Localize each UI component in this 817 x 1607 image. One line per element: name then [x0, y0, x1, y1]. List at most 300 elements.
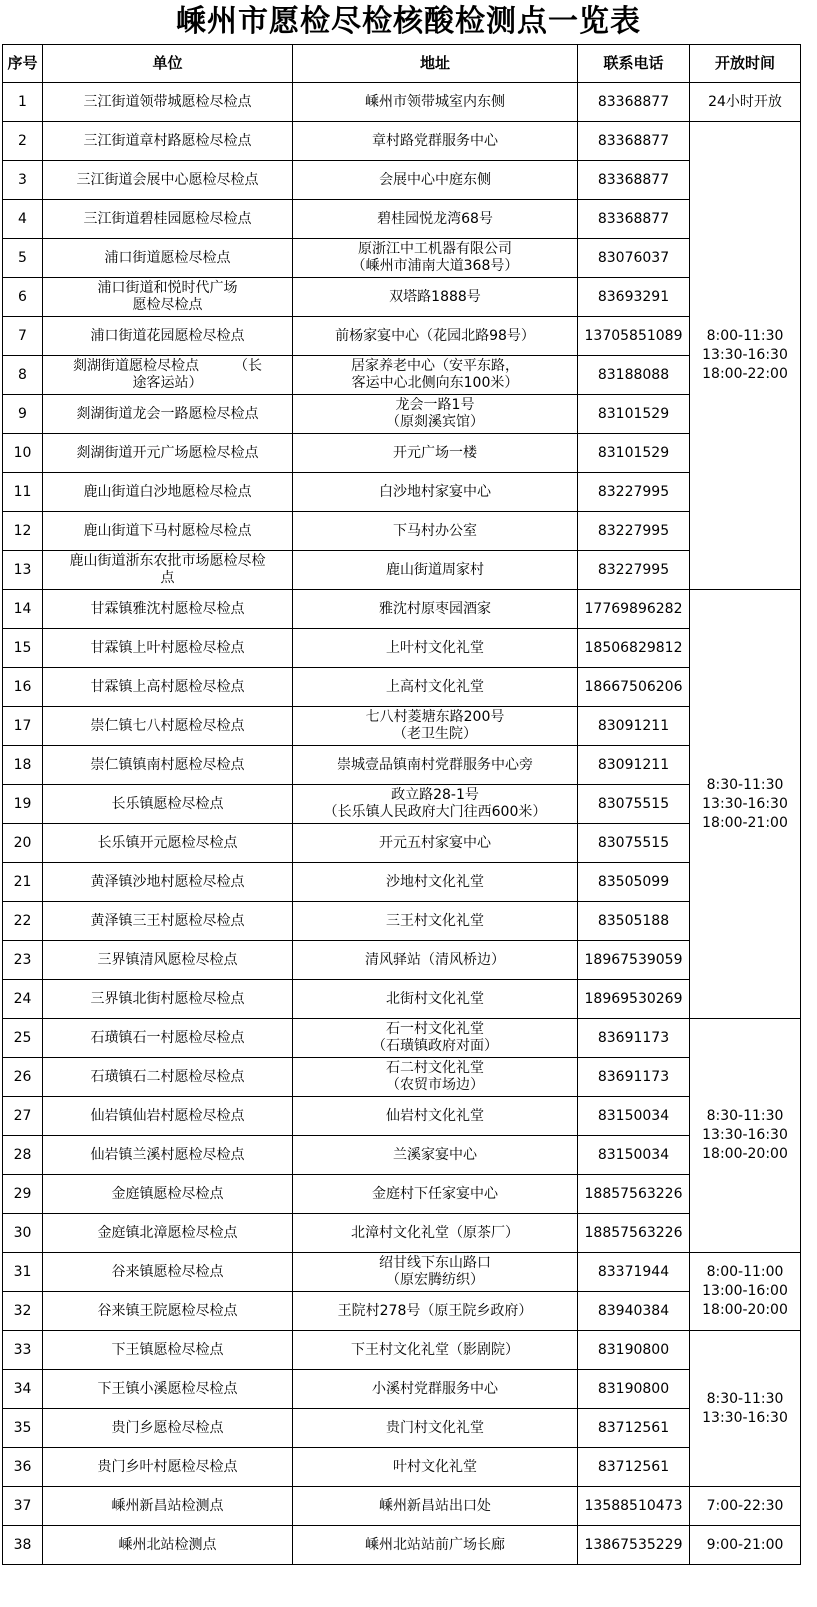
site-phone: 18857563226	[578, 1214, 690, 1253]
site-phone: 83075515	[578, 824, 690, 863]
site-address	[293, 863, 578, 902]
opening-hours	[690, 590, 801, 1019]
site-unit-line: 贵门乡愿检尽检点	[111, 1419, 224, 1436]
site-address-line: （原宏腾纺织）	[386, 1272, 484, 1288]
site-address	[293, 941, 578, 980]
table-row	[3, 473, 801, 512]
table-row	[3, 824, 801, 863]
site-phone: 83188088	[578, 356, 690, 395]
site-address	[293, 746, 578, 785]
table-header-row	[3, 45, 801, 83]
site-address	[293, 902, 578, 941]
table-row	[3, 863, 801, 902]
site-unit	[43, 863, 293, 902]
row-number: 11	[3, 473, 43, 512]
site-address	[293, 1253, 578, 1292]
site-unit	[43, 161, 293, 200]
site-phone: 83693291	[578, 278, 690, 317]
site-unit	[43, 1253, 293, 1292]
table-row	[3, 668, 801, 707]
opening-hours-line: 24小时开放	[708, 93, 782, 110]
site-unit-line: 嵊州新昌站检测点	[111, 1497, 224, 1514]
site-address	[293, 1214, 578, 1253]
opening-hours	[690, 1019, 801, 1253]
table-row	[3, 122, 801, 161]
site-address-line: 嵊州北站站前广场长廊	[365, 1536, 505, 1553]
site-address	[293, 278, 578, 317]
site-address	[293, 1097, 578, 1136]
row-number: 12	[3, 512, 43, 551]
table-row	[3, 1019, 801, 1058]
site-unit	[43, 1526, 293, 1565]
site-address	[293, 1448, 578, 1487]
row-number: 22	[3, 902, 43, 941]
site-phone: 83227995	[578, 512, 690, 551]
site-address	[293, 785, 578, 824]
site-address-line: 政立路28-1号	[391, 787, 479, 803]
site-unit	[43, 902, 293, 941]
table-row	[3, 434, 801, 473]
site-address-line: 章村路党群服务中心	[372, 132, 498, 149]
site-phone: 83150034	[578, 1097, 690, 1136]
site-unit	[43, 551, 293, 590]
site-address	[293, 1136, 578, 1175]
site-unit-line: 三江街道碧桂园愿检尽检点	[83, 210, 252, 227]
site-phone: 83505188	[578, 902, 690, 941]
table-row	[3, 317, 801, 356]
site-unit	[43, 746, 293, 785]
row-number: 4	[3, 200, 43, 239]
site-unit-line: 崇仁镇七八村愿检尽检点	[90, 717, 245, 734]
site-phone: 83691173	[578, 1019, 690, 1058]
table-row	[3, 590, 801, 629]
row-number: 15	[3, 629, 43, 668]
row-number: 6	[3, 278, 43, 317]
row-number: 26	[3, 1058, 43, 1097]
row-number: 8	[3, 356, 43, 395]
site-phone: 83101529	[578, 395, 690, 434]
site-address-line: （老卫生院）	[393, 726, 477, 742]
site-unit-line: 甘霖镇雅沈村愿检尽检点	[90, 600, 245, 617]
table-row	[3, 1448, 801, 1487]
site-address-line: （原剡溪宾馆）	[386, 414, 484, 430]
site-unit	[43, 629, 293, 668]
row-number: 29	[3, 1175, 43, 1214]
site-unit-line: 谷来镇愿检尽检点	[111, 1263, 224, 1280]
site-phone: 18857563226	[578, 1175, 690, 1214]
site-phone: 13867535229	[578, 1526, 690, 1565]
site-unit-line: 石璜镇石二村愿检尽检点	[90, 1068, 245, 1085]
table-row	[3, 1370, 801, 1409]
site-phone: 17769896282	[578, 590, 690, 629]
site-unit-line: 黄泽镇三王村愿检尽检点	[90, 912, 245, 929]
table-row	[3, 1097, 801, 1136]
site-address-line: 嵊州新昌站出口处	[379, 1497, 491, 1514]
header-address: 地址	[293, 45, 578, 83]
site-unit	[43, 434, 293, 473]
row-number: 20	[3, 824, 43, 863]
opening-hours-line: 7:00-22:30	[706, 1497, 784, 1514]
site-unit-line: 石璜镇石一村愿检尽检点	[90, 1029, 245, 1046]
site-phone: 83691173	[578, 1058, 690, 1097]
site-address-line: 客运中心北侧向东100米）	[351, 375, 519, 391]
site-address-line: 上高村文化礼堂	[386, 678, 484, 695]
site-address	[293, 1175, 578, 1214]
table-row	[3, 1214, 801, 1253]
site-address-line: 七八村菱塘东路200号	[365, 709, 505, 725]
site-unit	[43, 122, 293, 161]
site-phone: 83505099	[578, 863, 690, 902]
site-phone: 83712561	[578, 1409, 690, 1448]
site-phone: 83368877	[578, 200, 690, 239]
site-phone: 83190800	[578, 1370, 690, 1409]
site-phone: 13588510473	[578, 1487, 690, 1526]
table-row	[3, 395, 801, 434]
site-phone: 83091211	[578, 707, 690, 746]
table-row	[3, 278, 801, 317]
site-unit	[43, 1136, 293, 1175]
row-number: 30	[3, 1214, 43, 1253]
site-unit	[43, 395, 293, 434]
opening-hours	[690, 122, 801, 590]
site-unit-line: 浦口街道愿检尽检点	[104, 249, 231, 266]
site-address	[293, 1331, 578, 1370]
row-number: 23	[3, 941, 43, 980]
site-address	[293, 551, 578, 590]
table-row	[3, 785, 801, 824]
site-address-line: 原浙江中工机器有限公司	[358, 241, 512, 257]
site-unit	[43, 1448, 293, 1487]
opening-hours	[690, 1253, 801, 1331]
table-row	[3, 512, 801, 551]
row-number: 7	[3, 317, 43, 356]
site-unit-line: 金庭镇愿检尽检点	[111, 1185, 224, 1202]
site-unit	[43, 278, 293, 317]
row-number: 3	[3, 161, 43, 200]
site-unit-line: 浦口街道花园愿检尽检点	[90, 327, 245, 344]
site-phone: 83190800	[578, 1331, 690, 1370]
site-address-line: 石二村文化礼堂	[386, 1060, 484, 1076]
table-row	[3, 1292, 801, 1331]
table-row	[3, 1175, 801, 1214]
site-address	[293, 239, 578, 278]
opening-hours-line: 8:30-11:30	[706, 1390, 784, 1407]
table-row	[3, 902, 801, 941]
site-address-line: 清风驿站（清风桥边）	[365, 951, 505, 968]
opening-hours-line: 13:30-16:30	[702, 347, 788, 363]
table-row	[3, 83, 801, 122]
site-unit-line: 贵门乡叶村愿检尽检点	[97, 1458, 238, 1475]
opening-hours-line: 13:00-16:00	[702, 1283, 788, 1299]
site-unit-line: 仙岩镇兰溪村愿检尽检点	[90, 1146, 245, 1163]
opening-hours-line: 13:30-16:30	[702, 1127, 788, 1143]
row-number: 17	[3, 707, 43, 746]
site-address-line: 金庭村下任家宴中心	[372, 1185, 498, 1202]
site-phone: 83091211	[578, 746, 690, 785]
site-address-line: 北街村文化礼堂	[386, 990, 484, 1007]
table-row	[3, 1058, 801, 1097]
table-row	[3, 746, 801, 785]
opening-hours-line: 8:00-11:30	[706, 328, 784, 344]
opening-hours-line: 18:00-20:00	[702, 1302, 788, 1318]
row-number: 9	[3, 395, 43, 434]
site-unit	[43, 1331, 293, 1370]
opening-hours	[690, 83, 801, 122]
row-number: 28	[3, 1136, 43, 1175]
site-unit	[43, 980, 293, 1019]
site-address	[293, 1370, 578, 1409]
site-address	[293, 1058, 578, 1097]
site-unit	[43, 590, 293, 629]
row-number: 18	[3, 746, 43, 785]
row-number: 31	[3, 1253, 43, 1292]
site-address	[293, 473, 578, 512]
table-row	[3, 551, 801, 590]
site-address-line: （嵊州市浦南大道368号）	[351, 258, 519, 274]
site-address	[293, 200, 578, 239]
site-address	[293, 317, 578, 356]
site-phone: 18667506206	[578, 668, 690, 707]
site-unit	[43, 785, 293, 824]
table-row	[3, 356, 801, 395]
opening-hours-line: 18:00-22:00	[702, 366, 788, 382]
testing-sites-table	[2, 44, 801, 1565]
site-unit	[43, 1019, 293, 1058]
row-number: 19	[3, 785, 43, 824]
site-address	[293, 122, 578, 161]
site-unit-line: 剡湖街道愿检尽检点 （长	[73, 358, 262, 374]
site-unit-line: 途客运站）	[132, 375, 203, 391]
site-phone: 83227995	[578, 473, 690, 512]
site-address-line: （农贸市场边）	[386, 1077, 484, 1093]
site-address-line: 石一村文化礼堂	[386, 1021, 484, 1037]
site-address-line: 沙地村文化礼堂	[386, 873, 484, 890]
row-number: 34	[3, 1370, 43, 1409]
site-address	[293, 512, 578, 551]
site-address-line: 开元五村家宴中心	[379, 834, 491, 851]
row-number: 2	[3, 122, 43, 161]
row-number: 24	[3, 980, 43, 1019]
table-row	[3, 1253, 801, 1292]
row-number: 25	[3, 1019, 43, 1058]
site-unit-line: 三江街道领带城愿检尽检点	[83, 93, 252, 110]
site-unit	[43, 1214, 293, 1253]
site-address	[293, 395, 578, 434]
row-number: 13	[3, 551, 43, 590]
table-row	[3, 239, 801, 278]
table-row	[3, 941, 801, 980]
site-unit	[43, 1292, 293, 1331]
site-address-line: 居家养老中心（安平东路，	[351, 358, 519, 374]
table-row	[3, 1136, 801, 1175]
site-unit-line: 崇仁镇镇南村愿检尽检点	[90, 756, 245, 773]
site-unit-line: 嵊州北站检测点	[118, 1536, 217, 1553]
site-address	[293, 590, 578, 629]
site-unit-line: 谷来镇王院愿检尽检点	[97, 1302, 238, 1319]
site-phone: 13705851089	[578, 317, 690, 356]
site-address-line: 双塔路1888号	[389, 288, 481, 305]
site-address-line: 会展中心中庭东侧	[379, 171, 491, 188]
site-address-line: 下王村文化礼堂（影剧院）	[351, 1341, 519, 1358]
site-unit	[43, 512, 293, 551]
site-unit	[43, 707, 293, 746]
site-phone: 83368877	[578, 122, 690, 161]
opening-hours-line: 8:30-11:30	[706, 1108, 784, 1124]
site-unit-line: 鹿山街道下马村愿检尽检点	[83, 522, 252, 539]
opening-hours-line: 13:30-16:30	[702, 1409, 788, 1426]
site-phone: 83076037	[578, 239, 690, 278]
row-number: 33	[3, 1331, 43, 1370]
row-number: 32	[3, 1292, 43, 1331]
header-no: 序号	[3, 45, 43, 83]
site-address-line: 叶村文化礼堂	[393, 1458, 477, 1475]
site-phone: 18967539059	[578, 941, 690, 980]
site-address-line: 雅沈村原枣园酒家	[379, 600, 491, 617]
site-phone: 83368877	[578, 161, 690, 200]
site-address	[293, 1292, 578, 1331]
site-address-line: （长乐镇人民政府大门往西600米）	[323, 804, 547, 820]
site-phone: 18969530269	[578, 980, 690, 1019]
site-unit	[43, 1175, 293, 1214]
site-address	[293, 83, 578, 122]
site-unit	[43, 200, 293, 239]
table-row	[3, 629, 801, 668]
site-address-line: 绍甘线下东山路口	[379, 1255, 491, 1271]
row-number: 21	[3, 863, 43, 902]
site-unit	[43, 1097, 293, 1136]
site-address-line: 白沙地村家宴中心	[379, 483, 491, 500]
site-phone: 83227995	[578, 551, 690, 590]
table-row	[3, 1526, 801, 1565]
row-number: 16	[3, 668, 43, 707]
site-phone: 83712561	[578, 1448, 690, 1487]
opening-hours-line: 8:00-11:00	[706, 1264, 784, 1280]
site-phone: 83075515	[578, 785, 690, 824]
site-address-line: 龙会一路1号	[395, 397, 475, 413]
site-unit-line: 下王镇小溪愿检尽检点	[97, 1380, 238, 1397]
site-address-line: 开元广场一楼	[393, 444, 477, 461]
site-address-line: 北漳村文化礼堂（原茶厂）	[351, 1224, 519, 1241]
site-unit-line: 仙岩镇仙岩村愿检尽检点	[90, 1107, 245, 1124]
page-title: 嵊州市愿检尽检核酸检测点一览表	[176, 4, 641, 39]
site-unit	[43, 83, 293, 122]
header-unit: 单位	[43, 45, 293, 83]
site-unit-line: 下王镇愿检尽检点	[111, 1341, 224, 1358]
site-unit-line: 金庭镇北漳愿检尽检点	[97, 1224, 238, 1241]
site-address-line: 仙岩村文化礼堂	[386, 1107, 484, 1124]
site-unit-line: 剡湖街道开元广场愿检尽检点	[76, 444, 259, 461]
header-phone: 联系电话	[578, 45, 690, 83]
site-unit	[43, 941, 293, 980]
site-unit-line: 黄泽镇沙地村愿检尽检点	[90, 873, 245, 890]
site-address-line: 三王村文化礼堂	[386, 912, 484, 929]
opening-hours-line: 18:00-21:00	[702, 814, 788, 831]
site-unit-line: 三江街道章村路愿检尽检点	[83, 132, 252, 149]
row-number: 38	[3, 1526, 43, 1565]
site-unit-line: 长乐镇愿检尽检点	[111, 795, 224, 812]
site-address-line: 鹿山街道周家村	[386, 561, 484, 578]
site-unit-line: 点	[160, 570, 175, 586]
site-unit	[43, 1487, 293, 1526]
row-number: 27	[3, 1097, 43, 1136]
site-address-line: 上叶村文化礼堂	[386, 639, 484, 656]
site-unit-line: 愿检尽检点	[132, 297, 203, 313]
site-phone: 83368877	[578, 83, 690, 122]
site-address	[293, 161, 578, 200]
opening-hours	[690, 1487, 801, 1526]
opening-hours-line: 8:30-11:30	[706, 776, 784, 793]
site-phone: 83150034	[578, 1136, 690, 1175]
site-unit-line: 三江街道会展中心愿检尽检点	[76, 171, 259, 188]
site-address-line: 碧桂园悦龙湾68号	[377, 210, 493, 227]
site-address	[293, 980, 578, 1019]
site-address	[293, 434, 578, 473]
table-row	[3, 1409, 801, 1448]
site-address	[293, 1409, 578, 1448]
table-row	[3, 161, 801, 200]
row-number: 5	[3, 239, 43, 278]
site-unit	[43, 824, 293, 863]
row-number: 35	[3, 1409, 43, 1448]
site-phone: 83371944	[578, 1253, 690, 1292]
opening-hours-line: 18:00-20:00	[702, 1146, 788, 1162]
opening-hours	[690, 1331, 801, 1487]
site-address	[293, 824, 578, 863]
site-unit	[43, 668, 293, 707]
site-unit	[43, 473, 293, 512]
site-address-line: 嵊州市领带城室内东侧	[365, 93, 505, 110]
header-hours: 开放时间	[690, 45, 801, 83]
table-row	[3, 1331, 801, 1370]
site-unit	[43, 239, 293, 278]
site-address-line: 崇城壹品镇南村党群服务中心旁	[337, 756, 533, 773]
row-number: 36	[3, 1448, 43, 1487]
site-unit	[43, 356, 293, 395]
site-address	[293, 1019, 578, 1058]
table-row	[3, 980, 801, 1019]
site-phone: 83940384	[578, 1292, 690, 1331]
site-address-line: 兰溪家宴中心	[393, 1146, 477, 1163]
site-address-line: 王院村278号（原王院乡政府）	[337, 1302, 533, 1319]
row-number: 1	[3, 83, 43, 122]
site-unit-line: 甘霖镇上高村愿检尽检点	[90, 678, 245, 695]
site-phone: 18506829812	[578, 629, 690, 668]
site-unit-line: 浦口街道和悦时代广场	[97, 280, 238, 296]
site-address-line: （石璜镇政府对面）	[372, 1038, 498, 1054]
site-address-line: 前杨家宴中心（花园北路98号）	[335, 327, 535, 344]
site-unit-line: 三界镇清风愿检尽检点	[97, 951, 238, 968]
site-address	[293, 707, 578, 746]
opening-hours	[690, 1526, 801, 1565]
site-unit	[43, 1409, 293, 1448]
site-address-line: 贵门村文化礼堂	[386, 1419, 484, 1436]
site-unit-line: 鹿山街道白沙地愿检尽检点	[83, 483, 252, 500]
site-unit	[43, 1370, 293, 1409]
site-address	[293, 1487, 578, 1526]
table-row	[3, 1487, 801, 1526]
row-number: 37	[3, 1487, 43, 1526]
site-address	[293, 356, 578, 395]
site-address-line: 小溪村党群服务中心	[372, 1380, 498, 1397]
site-address	[293, 1526, 578, 1565]
site-unit	[43, 1058, 293, 1097]
site-unit-line: 三界镇北街村愿检尽检点	[90, 990, 245, 1007]
site-unit-line: 甘霖镇上叶村愿检尽检点	[90, 639, 245, 656]
site-unit-line: 长乐镇开元愿检尽检点	[97, 834, 238, 851]
table-row	[3, 200, 801, 239]
site-address	[293, 629, 578, 668]
table-body	[3, 83, 801, 1565]
